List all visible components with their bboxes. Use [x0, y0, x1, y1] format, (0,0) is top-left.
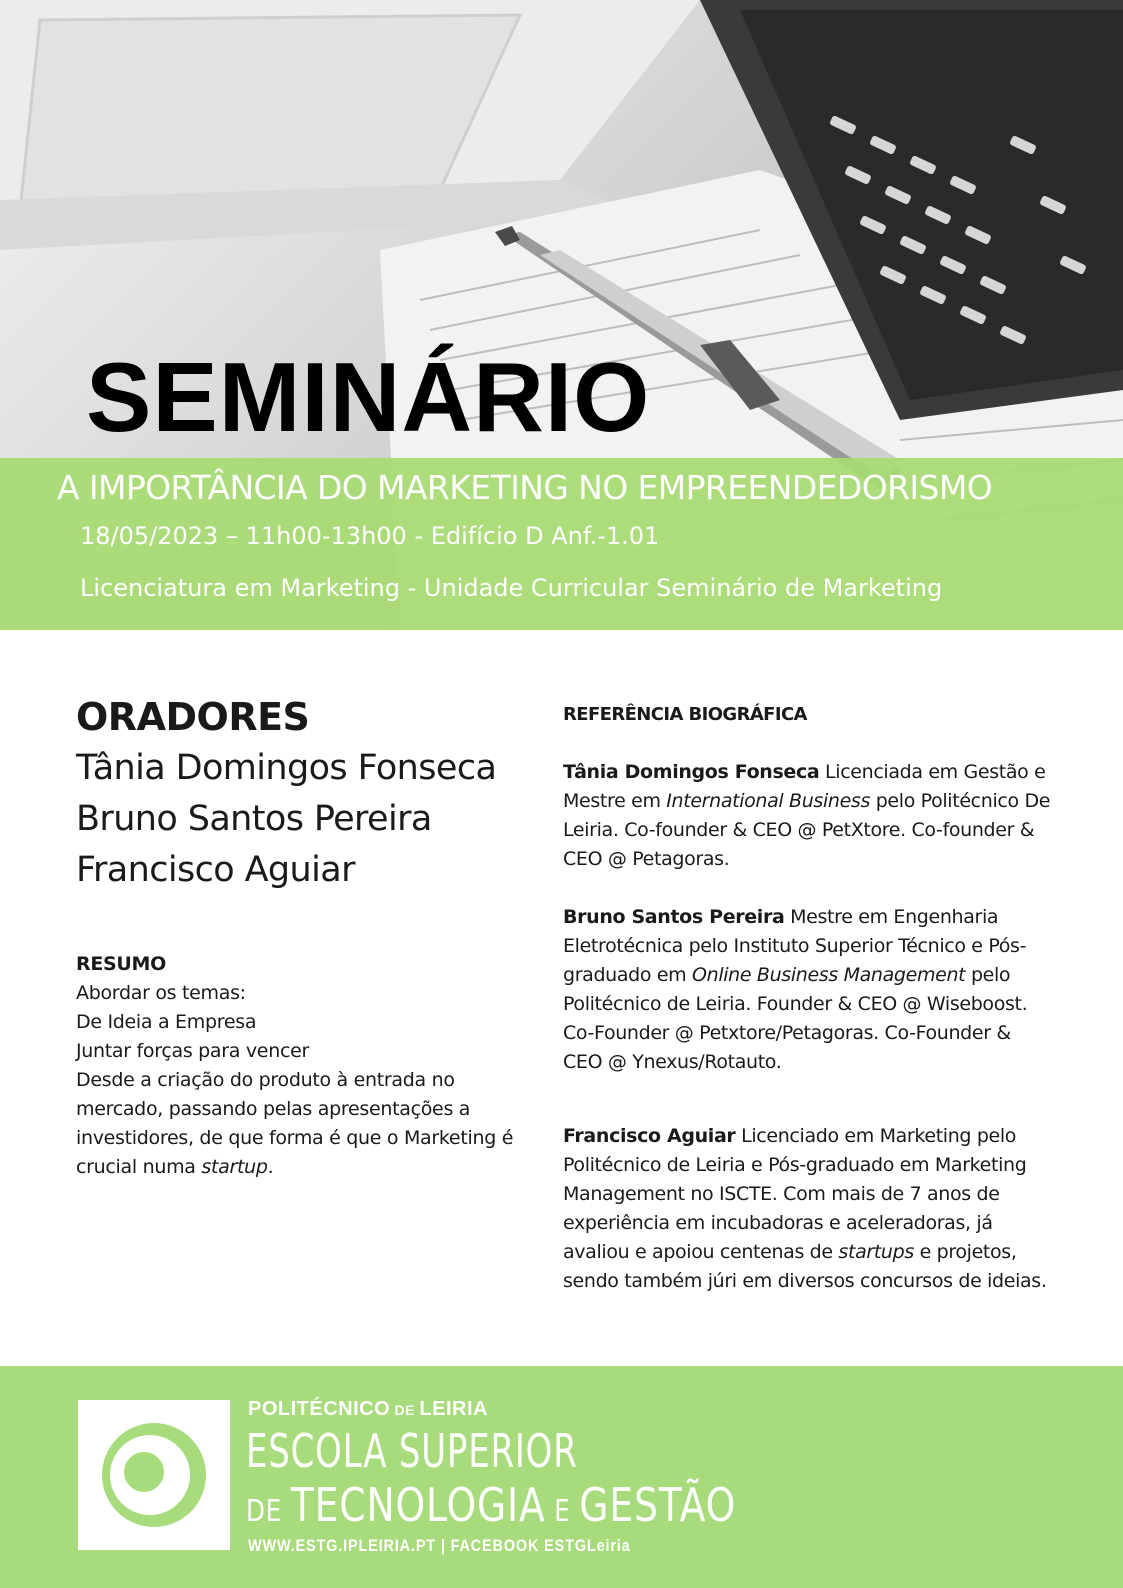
speakers-heading: ORADORES — [76, 695, 310, 739]
school-word: TECNOLOGIA — [290, 1478, 546, 1532]
bio-text: pelo Politécnico de Leiria. Founder & CEO @ Wiseboost. Co-Founder @ Petxtore/Petagoras. Co-Founder & CEO @ Ynexus/Rotauto. — [563, 964, 1028, 1073]
bio-name: Francisco Aguiar — [563, 1125, 736, 1147]
school-name-line2 — [246, 1478, 736, 1532]
bio-francisco — [563, 1122, 1053, 1296]
school-connector: DE — [246, 1494, 291, 1529]
bio-text: Licenciada em Gestão e Mestre em — [563, 761, 1046, 812]
bio-text: Mestre em Engenharia Eletrotécnica pelo Instituto Superior Técnico e Pós-graduado em — [563, 906, 1027, 986]
bio-bruno — [563, 903, 1053, 1077]
event-subtitle: A IMPORTÂNCIA DO MARKETING NO EMPREENDEDORISMO — [57, 468, 993, 507]
event-date-location: 18/05/2023 – 11h00-13h00 - Edifício D Anf.-1.01 — [80, 522, 660, 550]
footer-web-links: WWW.ESTG.IPLEIRIA.PT | FACEBOOK ESTGLeiria — [248, 1536, 631, 1555]
bio-italic: startups — [838, 1241, 914, 1263]
eye-logo-icon — [78, 1400, 230, 1550]
bio-text: e projetos, sendo também júri em diversos concursos de ideias. — [563, 1241, 1047, 1292]
bio-italic: International Business — [666, 790, 871, 812]
school-word: GESTÃO — [579, 1478, 737, 1532]
summary-text: Desde a criação do produto à entrada no mercado, passando pelas apresentações a investidores, de que forma é que o Marketing é crucial numa — [76, 1069, 514, 1178]
school-name-line1: ESCOLA SUPERIOR — [246, 1424, 578, 1478]
event-course: Licenciatura em Marketing - Unidade Curricular Seminário de Marketing — [80, 574, 943, 602]
speaker-name: Francisco Aguiar — [76, 850, 355, 890]
bio-text: pelo Politécnico De Leiria. Co-founder & CEO @ PetXtore. Co-founder & CEO @ Petagoras. — [563, 790, 1051, 870]
summary-heading: RESUMO — [76, 953, 166, 975]
bios-heading: REFERÊNCIA BIOGRÁFICA — [563, 704, 807, 725]
summary-line: Abordar os temas: — [76, 982, 246, 1004]
speakers-section — [76, 695, 526, 896]
summary-text-end: . — [267, 1156, 274, 1178]
institution-word: LEIRIA — [419, 1398, 488, 1420]
summary-section — [76, 950, 536, 1182]
bio-italic: Online Business Management — [692, 964, 966, 986]
event-title: SEMINÁRIO — [86, 342, 651, 452]
bio-name: Bruno Santos Pereira — [563, 906, 785, 928]
bio-tania — [563, 758, 1053, 874]
speaker-name: Bruno Santos Pereira — [76, 799, 432, 839]
bios-section — [563, 700, 1053, 1325]
bio-name: Tânia Domingos Fonseca — [563, 761, 820, 783]
summary-line: De Ideia a Empresa — [76, 1011, 257, 1033]
summary-italic: startup — [201, 1156, 268, 1178]
school-logo — [78, 1400, 230, 1550]
speaker-name: Tânia Domingos Fonseca — [76, 748, 497, 788]
institution-name — [248, 1398, 488, 1421]
summary-line: Juntar forças para vencer — [76, 1040, 309, 1062]
bio-text: Licenciado em Marketing pelo Politécnico de Leiria e Pós-graduado em Marketing Management no ISCTE. Com mais de 7 anos de experiência em incubadoras e aceleradoras, já avaliou e apoiou centenas de — [563, 1125, 1027, 1263]
institution-connector: DE — [390, 1402, 420, 1418]
school-connector: E — [545, 1494, 580, 1529]
institution-word: POLITÉCNICO — [248, 1398, 391, 1420]
summary-body — [76, 1066, 536, 1182]
